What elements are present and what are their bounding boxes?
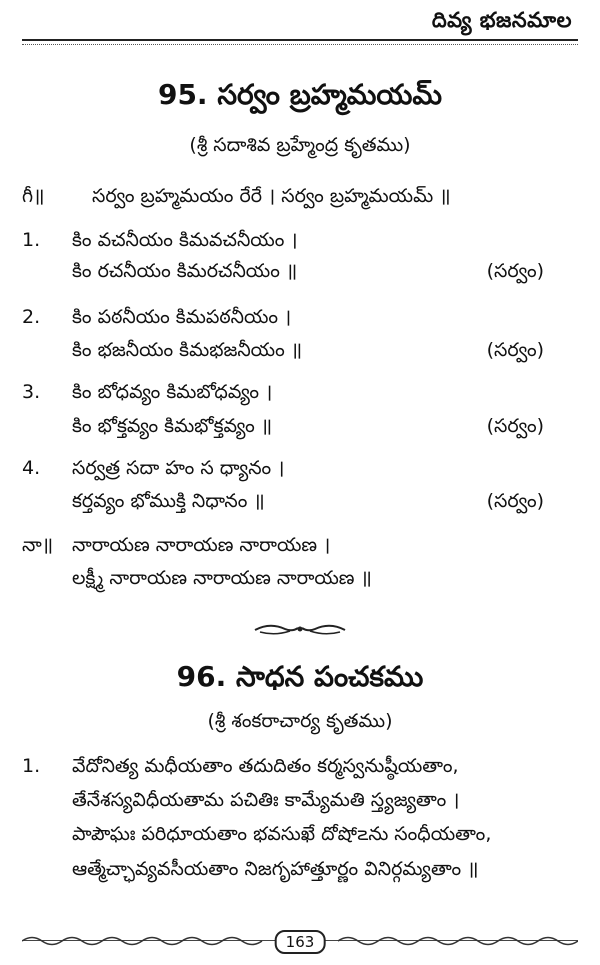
- namavali-line-2: [0, 567, 600, 601]
- stanza-3-line-2: [0, 415, 600, 449]
- stanza-number: 4.: [22, 457, 41, 479]
- header-rule: [22, 39, 578, 41]
- namavali-line-1: [0, 534, 600, 568]
- header-dotted-rule: [22, 44, 578, 45]
- page-header: [0, 0, 600, 40]
- verse-line: నారాయణ నారాయణ నారాయణ ।: [72, 534, 331, 556]
- verse-line: కిం భజనీయం కిమభజనీయం ॥: [72, 339, 303, 361]
- section-95-title: 95. సర్వం బ్రహ్మమయమ్: [157, 78, 443, 111]
- stanza-number: 1.: [22, 229, 41, 251]
- stanza-1-line-2: [0, 260, 600, 294]
- verse-line: కిం బోధవ్యం కిమబోధవ్యం ।: [72, 381, 273, 403]
- verse-line: కర్తవ్యం భోముక్తి నిధానం ॥: [72, 490, 265, 512]
- sadhana-line-2: [0, 789, 600, 823]
- verse-line: లక్ష్మీ నారాయణ నారాయణ నారాయణ ॥: [72, 567, 372, 589]
- ornamental-divider: [0, 620, 600, 642]
- section-95-author: (శ్రీ సదాశివ బ్రహ్మేంద్ర కృతము): [189, 134, 411, 156]
- verse-line: తేనేశస్యవిధీయతామ పచితిః కామ్యేమతి స్త్యజ్యతాం ।: [72, 789, 460, 811]
- stanza-2-line-1: [0, 306, 600, 340]
- refrain-tag: (సర్వం): [486, 339, 544, 361]
- verse-line: ఆత్మేచ్ఛావ్యవసీయతాం నిజగృహాత్తూర్ణం వినిర్గమ్యతాం ॥: [72, 858, 479, 880]
- verse-line: కిం పఠనీయం కిమపఠనీయం ।: [72, 306, 292, 328]
- book-title: దివ్య భజనమాల: [431, 8, 572, 32]
- refrain-text: సర్వం బ్రహ్మమయం రేరే । సర్వం బ్రహ్మమయమ్ ॥: [92, 185, 451, 207]
- stanza-3-line-1: [0, 381, 600, 415]
- verse-line: కిం భోక్తవ్యం కిమభోక్తవ్యం ॥: [72, 415, 273, 437]
- refrain-tag: (సర్వం): [486, 415, 544, 437]
- section-96-author: (శ్రీ శంకరాచార్య కృతము): [207, 710, 393, 732]
- footer-border: [22, 932, 578, 950]
- stanza-number: 2.: [22, 306, 41, 328]
- sadhana-line-3: [0, 823, 600, 857]
- refrain-label: గీ॥: [22, 185, 45, 207]
- refrain-row: [0, 185, 600, 219]
- sadhana-line-1: [0, 755, 600, 789]
- refrain-tag: (సర్వం): [486, 490, 544, 512]
- stanza-4-line-2: [0, 490, 600, 524]
- verse-line: సర్వత్ర సదా హం స ధ్యానం ।: [72, 457, 285, 479]
- sadhana-line-4: [0, 858, 600, 892]
- verse-line: వేదోనిత్య మధీయతాం తదుదితం కర్మస్వనుష్ఠీయతాం,: [72, 755, 459, 777]
- refrain-tag: (సర్వం): [486, 260, 544, 282]
- stanza-2-line-2: [0, 339, 600, 373]
- stanza-number: 3.: [22, 381, 41, 403]
- verse-line: పాపౌఘః పరిధూయతాం భవసుఖే దోషో౽ను సంధీయతాం,: [72, 823, 492, 845]
- page-number: 163: [275, 930, 326, 954]
- stanza-1-line-1: [0, 229, 600, 263]
- stanza-4-line-1: [0, 457, 600, 491]
- section-96-title: 96. సాధన పంచకము: [176, 660, 424, 693]
- ornament-icon: [250, 620, 350, 638]
- namavali-label: నా॥: [22, 534, 54, 556]
- verse-line: కిం వచనీయం కిమవచనీయం ।: [72, 229, 298, 251]
- verse-line: కిం రచనీయం కిమరచనీయం ॥: [72, 260, 298, 282]
- stanza-number: 1.: [22, 755, 41, 777]
